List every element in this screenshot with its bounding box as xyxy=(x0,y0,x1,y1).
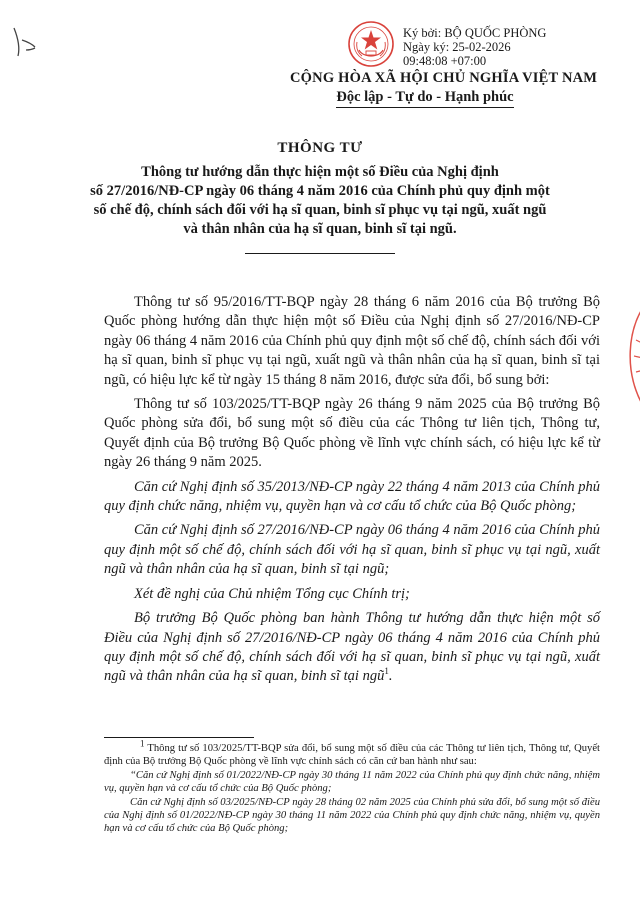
footnote-line-1 xyxy=(104,738,601,769)
signed-by: Ký bởi: BỘ QUỐC PHÒNG xyxy=(403,26,547,40)
paragraph-promulgation: Bộ trưởng Bộ Quốc phòng ban hành Thông tư hướng dẫn thực hiện một số Điều của Nghị định số 27/2016/NĐ-CP ngày 06 tháng 4 năm 2016 của Chính phủ quy định một số chế độ, chính sách đối với hạ sĩ quan, binh sĩ phục vụ tại ngũ, xuất ngũ và thân nhân của hạ sĩ quan, binh sĩ tại ngũ$^1$. xyxy=(104,610,600,685)
paragraph-consolidation-note: Thông tư số 95/2016/TT-BQP ngày 28 tháng 6 năm 2016 của Bộ trưởng Bộ Quốc phòng hướng dẫn thực hiện một số Điều của Nghị định số 27/2016/NĐ-CP ngày 06 tháng 4 năm 2016 của Chính phủ quy định một số chế độ, chính sách đối với hạ sĩ quan, binh sĩ phục vụ tại ngũ, xuất ngũ và thân nhân của hạ sĩ quan, binh sĩ tại ngũ, có hiệu lực kể từ ngày 15 tháng 8 năm 2016, được sửa đổi, bổ sung bởi: xyxy=(104,294,600,388)
nation-name: CỘNG HÒA XÃ HỘI CHỦ NGHĨA VIỆT NAM xyxy=(290,70,598,86)
footnote-line-3: Căn cứ Nghị định số 03/2025/NĐ-CP ngày 28 tháng 02 năm 2025 của Chính phủ sửa đổi, bổ sung một số điều của Nghị định số 01/2022/NĐ-CP ngày 30 tháng 11 năm 2022 của Chính phủ quy định chức năng, nhiệm vụ, quyền hạn và cơ cấu tổ chức của Bộ Quốc phòng; xyxy=(104,796,600,835)
national-emblem-seal-icon xyxy=(347,20,395,68)
footnote-ref[interactable]: 1 xyxy=(384,666,389,677)
national-header xyxy=(290,70,598,108)
document-title xyxy=(90,163,550,239)
signed-date: Ngày ký: 25-02-2026 xyxy=(403,40,511,54)
footnote-line-2: “Căn cứ Nghị định số 01/2022/NĐ-CP ngày 30 tháng 11 năm 2022 của Chính phủ quy định chức năng, nhiệm vụ, quyền hạn và cơ cấu tổ chức của Bộ Quốc phòng; xyxy=(104,769,600,795)
paragraph-legal-basis-2: Căn cứ Nghị định số 27/2016/NĐ-CP ngày 06 tháng 4 năm 2016 của Chính phủ quy định một số chế độ, chính sách đối với hạ sĩ quan, binh sĩ phục vụ tại ngũ, xuất ngũ và thân nhân của hạ sĩ quan, binh sĩ tại ngũ; xyxy=(104,522,601,578)
paragraph-amending-circular: Thông tư số 103/2025/TT-BQP ngày 26 tháng 9 năm 2025 của Bộ trưởng Bộ Quốc phòng sửa đổi, bổ sung một số điều của các Thông tư liên tịch, Thông tư, Quyết định của Bộ trưởng Bộ Quốc phòng về lĩnh vực chính sách, có hiệu lực kể từ ngày 26 tháng 9 năm 2025. xyxy=(104,396,600,471)
paragraph-proposal: Xét đề nghị của Chủ nhiệm Tổng cục Chính trị; xyxy=(134,585,410,602)
footnote-divider xyxy=(104,737,254,738)
title-line: số chế độ, chính sách đối với hạ sĩ quan, binh sĩ phục vụ tại ngũ, xuất ngũ xyxy=(93,202,547,218)
title-line: Thông tư hướng dẫn thực hiện một số Điều của Nghị định xyxy=(141,164,499,180)
title-line: số 27/2016/NĐ-CP ngày 06 tháng 4 năm 2016 của Chính phủ quy định một xyxy=(90,183,550,199)
nation-motto: Độc lập - Tự do - Hạnh phúc xyxy=(336,89,513,108)
title-divider xyxy=(245,253,395,254)
handwritten-mark xyxy=(8,24,38,60)
paragraph-legal-basis-1: Căn cứ Nghị định số 35/2013/NĐ-CP ngày 22 tháng 4 năm 2013 của Chính phủ quy định chức năng, nhiệm vụ, quyền hạn và cơ cấu tổ chức của Bộ Quốc phòng; xyxy=(104,478,601,515)
digital-signature-block xyxy=(403,26,546,68)
footnote-marker: 1 xyxy=(140,738,145,749)
promulgation-text: Bộ trưởng Bộ Quốc phòng ban hành Thông tư hướng dẫn thực hiện một số Điều của Nghị định số 27/2016/NĐ-CP ngày 06 tháng 4 năm 2016 của Chính phủ quy định một số chế độ, chính sách đối với hạ sĩ quan, binh sĩ phục vụ tại ngũ, xuất ngũ và thân nhân của hạ sĩ quan, binh sĩ tại ngũ xyxy=(104,610,600,685)
title-line: và thân nhân của hạ sĩ quan, binh sĩ tại ngũ. xyxy=(183,221,457,237)
document-type: THÔNG TƯ xyxy=(277,140,363,156)
footnote-text: Thông tư số 103/2025/TT-BQP sửa đổi, bổ sung một số điều của các Thông tư liên tịch, Thông tư, Quyết định của Bộ trưởng Bộ Quốc phòng về lĩnh vực chính sách có căn cứ ban hành như sau: xyxy=(104,743,601,768)
footnote xyxy=(104,738,601,836)
document-body xyxy=(104,293,600,692)
red-stamp-edge xyxy=(614,300,640,410)
signed-time: 09:48:08 +07:00 xyxy=(403,54,487,68)
